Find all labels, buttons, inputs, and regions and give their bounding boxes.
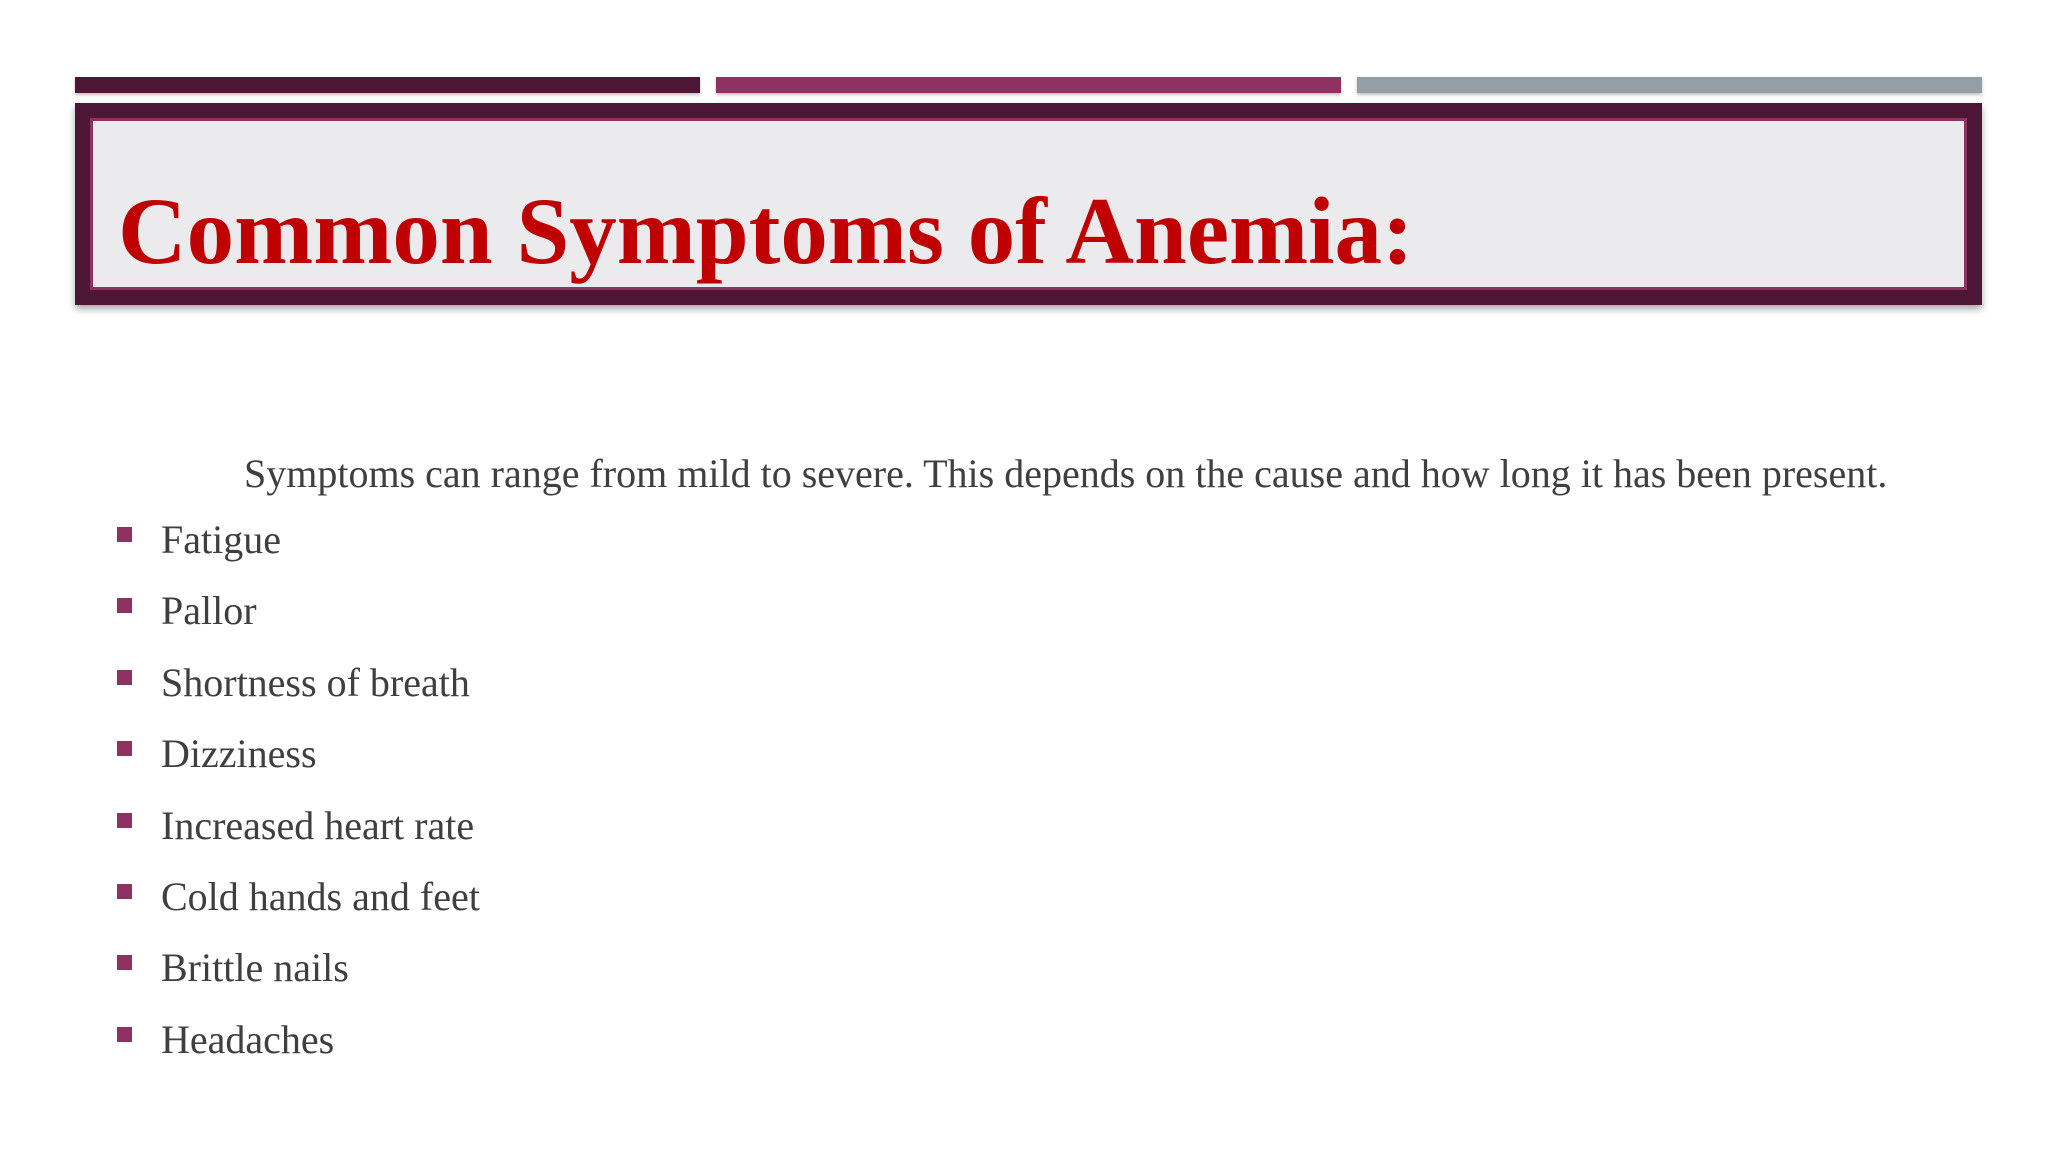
title-frame [75, 103, 1982, 305]
list-item-label: Brittle nails [161, 945, 349, 991]
list-item [114, 871, 1944, 942]
list-item-label: Shortness of breath [161, 659, 470, 705]
slide-title[interactable]: Common Symptoms of Anemia: [118, 178, 1414, 284]
list-item [114, 585, 1944, 656]
list-item-label: Pallor [161, 588, 257, 634]
list-item [114, 514, 1944, 585]
square-bullet-icon [117, 884, 132, 899]
title-panel [90, 118, 1967, 290]
list-item [114, 657, 1944, 728]
accent-bar-dark [75, 77, 700, 93]
list-item [114, 728, 1944, 799]
list-item-label: Fatigue [161, 517, 281, 562]
square-bullet-icon [117, 527, 132, 542]
list-item [114, 1014, 1944, 1085]
slide-body[interactable] [114, 448, 1944, 1085]
square-bullet-icon [117, 670, 132, 685]
intro-paragraph: Symptoms can range from mild to severe. This depends on the cause and how long it has been present. [244, 451, 1888, 496]
list-item [114, 942, 1944, 1013]
square-bullet-icon [117, 813, 132, 828]
square-bullet-icon [117, 741, 132, 756]
list-item-label: Dizziness [161, 731, 317, 777]
list-item-label: Headaches [161, 1016, 335, 1062]
list-item-label: Cold hands and feet [161, 873, 480, 919]
square-bullet-icon [117, 598, 132, 613]
symptom-list [114, 514, 1944, 1085]
accent-bar-magenta [716, 77, 1341, 93]
square-bullet-icon [117, 955, 132, 970]
square-bullet-icon [117, 1027, 132, 1042]
list-item-label: Increased heart rate [161, 802, 475, 848]
accent-bar-gray [1357, 77, 1982, 93]
list-item [114, 800, 1944, 871]
